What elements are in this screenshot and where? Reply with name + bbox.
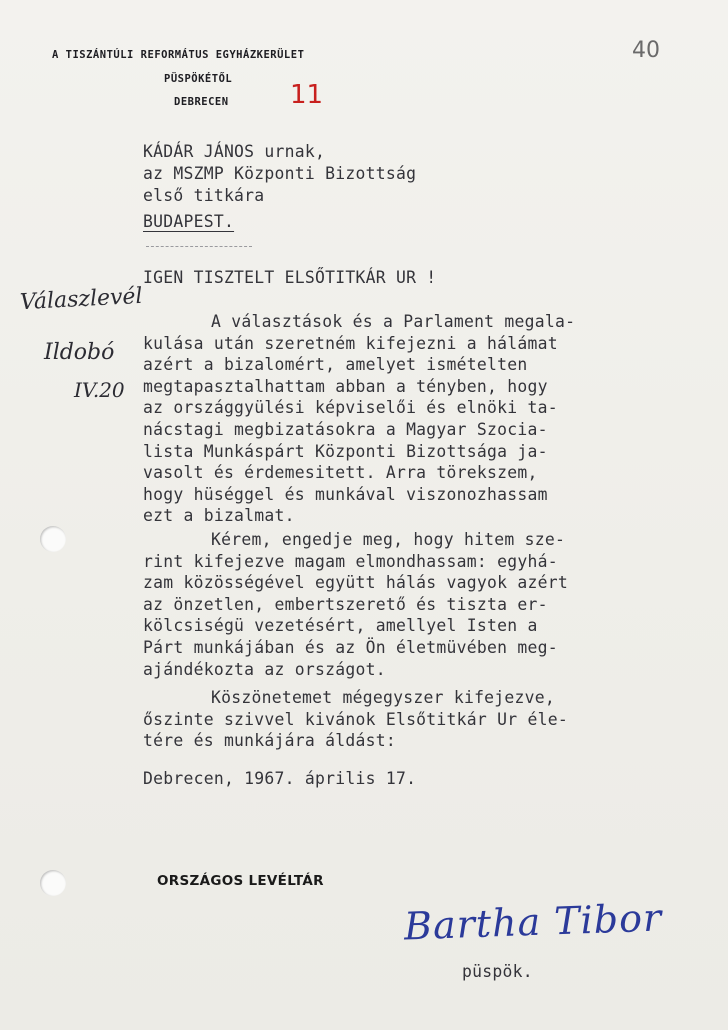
address-line-3: első titkára (143, 186, 265, 205)
salutation: IGEN TISZTELT ELSŐTITKÁR UR ! (143, 268, 437, 287)
body-line: zam közösségével együtt hálás vagyok azért (143, 573, 568, 593)
body-line: kulása után szeretném kifejezni a hálámat (143, 333, 558, 353)
margin-date: IV.20 (74, 378, 125, 402)
body-line: vasolt és érdemesitett. Arra törekszem, (143, 463, 538, 483)
body-line: az országgyülési képviselői és elnöki ta- (143, 398, 558, 418)
address-line-2: az MSZMP Központi Bizottság (143, 164, 417, 183)
margin-note-2: Ildobó (44, 340, 115, 365)
body-line: azért a bizalomért, amelyet ismételten (143, 355, 528, 375)
city-underline-dashes (146, 246, 252, 247)
punch-hole-top (40, 526, 66, 552)
punch-hole-bottom (40, 870, 66, 896)
address-city: BUDAPEST. (143, 212, 235, 231)
body-line: A választások és a Parlament megala- (211, 312, 576, 331)
body-line: megtapasztalhattam abban a tényben, hogy (143, 376, 548, 396)
signature: Bartha Tibor (403, 895, 663, 949)
body-line: nácstagi megbizatásokra a Magyar Szocia- (143, 420, 548, 439)
body-line: az önzetlen, embertszerető és tiszta er- (143, 594, 548, 614)
margin-note-1: Válaszlevél (19, 283, 144, 316)
letterhead-line-3: DEBRECEN (174, 96, 229, 108)
body-line: Kérem, engedje meg, hogy hitem sze- (211, 530, 566, 549)
letterhead-line-1: A TISZÁNTÚLI REFORMÁTUS EGYHÁZKERÜLET (52, 49, 305, 61)
body-line: őszinte szivvel kivánok Elsőtitkár Ur éle- (143, 709, 568, 729)
body-line: Párt munkájában és az Ön életmüvében meg- (143, 638, 558, 657)
body-line: rint kifejezve magam elmondhassam: egyhá- (143, 551, 558, 571)
body-line: Köszönetemet mégegyszer kifejezve, (211, 688, 556, 707)
body-line: kölcsiségü vezetésért, amellyel Isten a (143, 616, 538, 636)
body-line: ezt a bizalmat. (143, 506, 295, 526)
archive-stamp: ORSZÁGOS LEVÉLTÁR (157, 873, 324, 889)
body-line: ajándékozta az országot. (143, 659, 386, 679)
body-line: lista Munkáspárt Központi Bizottsága ja- (143, 441, 548, 461)
body-line: hogy hüséggel és munkával viszonozhassam (143, 484, 548, 504)
red-number-annotation: 11 (290, 80, 324, 110)
signature-title: püspök. (462, 962, 533, 981)
address-line-1: KÁDÁR JÁNOS urnak, (143, 142, 326, 161)
body-line: tére és munkájára áldást: (143, 731, 396, 751)
page-number-annotation: 40 (632, 38, 660, 63)
dateline: Debrecen, 1967. április 17. (143, 769, 417, 788)
letterhead-line-2: PÜSPÖKÉTŐL (164, 73, 233, 85)
